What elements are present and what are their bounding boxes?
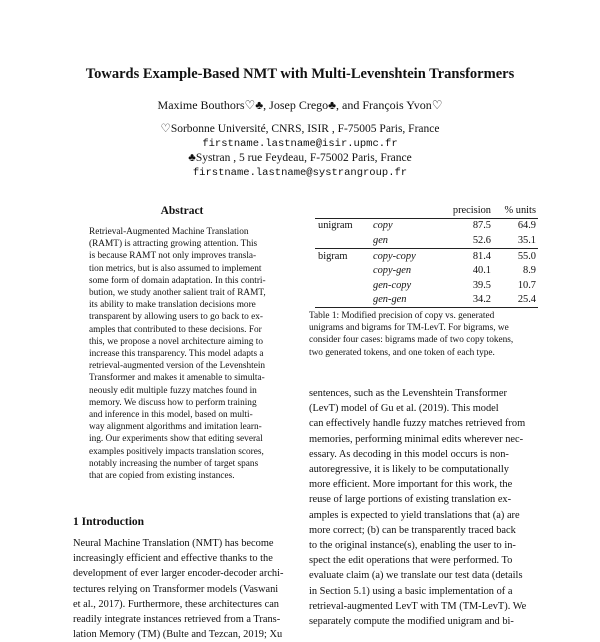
table-header-cell [315,203,373,218]
body-line: can effectively handle fuzzy matches retrieved from [309,418,526,430]
body-line: memories, performing minimal edits wherever nec- [309,433,524,445]
table-precision-cell: 40.1 [472,265,491,277]
body-line: (LevT) model of Gu et al. (2019). This model [309,403,499,415]
results-table [315,203,538,308]
abstract-line: this, we propose a novel architecture aiming to [89,336,264,347]
table-precision-cell: 52.6 [433,233,491,248]
body-line: in Section 5.1) using a basic implementation of a [309,585,513,597]
body-line: spect the edit operations that were performed. To [309,555,513,567]
table-units-cell: 8.9 [523,265,536,277]
affiliation-2-email: firstname.lastname@systrangroup.fr [192,167,408,179]
abstract-line: memory. We discuss how to perform training [89,397,257,408]
table-group-label: unigram [318,220,353,232]
table-units-cell: 10.7 [517,279,536,291]
abstract-line: neously edit multiple fuzzy matches found in [89,385,257,396]
intro-line: lation Memory (TM) (Bulte and Tezcan, 2019; Xu [73,629,283,641]
table-row [315,293,538,308]
body-line: amples is expected to yield translations that (a) are [309,509,520,521]
body-line: autoregressive, it is likely to be computationally [309,464,509,476]
table-type-cell: gen-copy [373,279,412,291]
abstract-line: way alignment algorithms and imitation learn- [89,422,262,433]
abstract-line: tion metrics, but is also assumed to implement [89,263,262,274]
table-group-label [315,293,373,308]
affiliation-1-address: ♡Sorbonne Université, CNRS, ISIR , F-75005 Paris, France [160,123,440,135]
table-header-units: % units [491,203,538,218]
table-group-label [315,278,373,293]
body-line: sentences, such as the Levenshtein Transformer [309,388,507,399]
table-row [315,218,538,233]
table-type-cell: copy-copy [373,250,416,262]
abstract-line: (RAMT) is attracting growing attention. This [89,239,258,250]
intro-line: development of ever larger encoder-decoder archi- [73,568,284,580]
intro-line: Neural Machine Translation (NMT) has become [73,538,274,549]
table-units-cell: 25.4 [491,293,538,308]
body-line: more efficient. More important for this work, the [309,479,513,491]
body-line: more correct; (b) can be transparently traced back [309,524,516,536]
paper-title: Towards Example-Based NMT with Multi-Levenshtein Transformers [85,66,515,82]
abstract-line: transparent by allowing users to go back to ex- [89,312,264,323]
body-line: reuse of large portions of existing translation ex- [309,494,512,506]
abstract-line: bution, we study another salient trait of RAMT, [89,288,266,299]
abstract-line: is because RAMT not only improves transla- [89,251,257,262]
section-heading-introduction: 1 Introduction [73,516,145,528]
table-type-cell: copy-gen [373,265,412,277]
abstract-line: increase this transparency. This model adapts a [89,349,264,360]
table-type-cell: gen-gen [373,293,433,308]
body-line: separately compute the modified unigram and bi- [309,616,514,628]
table-group-label [315,263,373,278]
table-caption [309,310,537,359]
abstract-heading: Abstract [160,205,204,217]
table-group-label: bigram [318,250,348,262]
affiliation-2-address: ♣Systran , 5 rue Feydeau, F-75002 Paris, France [188,152,412,164]
abstract-line: notably increasing the number of target spans [89,458,259,469]
table-precision-cell: 81.4 [472,250,491,262]
caption-line: unigrams and bigrams for TM-LevT. For bigrams, we [309,323,509,334]
table-header-precision: precision [433,203,491,218]
abstract-line: its ability to make translation decisions more [89,300,256,311]
table-precision-cell: 34.2 [433,293,491,308]
table-precision-cell: 87.5 [472,220,491,232]
abstract-line: retrieval-augmented version of the Levenshtein [89,361,266,372]
table-type-cell: copy [373,220,393,232]
table-type-cell: gen [373,233,433,248]
abstract-line: examples positively impacts translation scores, [89,446,264,457]
table-row [315,248,538,263]
table-row [315,263,538,278]
affiliation-1-email: firstname.lastname@isir.upmc.fr [202,138,398,150]
abstract-line: amples that contributed to these decisions. For [89,324,262,335]
introduction-body [73,536,301,642]
body-line: retrieval-augmented LevT with TM (TM-LevT). We [309,600,527,612]
intro-line: tectures relying on Transformer models (Vaswani [73,583,279,595]
table-precision-cell: 39.5 [472,279,491,291]
table-row [315,278,538,293]
caption-line: Table 1: Modified precision of copy vs. generated [309,311,495,321]
affiliation-1 [0,122,600,152]
table-units-cell: 35.1 [491,233,538,248]
body-line: to the original instance(s), enabling the user to in- [309,540,516,552]
abstract-line: Retrieval-Augmented Machine Translation [89,227,249,237]
table-group-label [315,233,373,248]
table-header-row [315,203,538,218]
abstract-line: and inference in this model, based on multi- [89,410,253,421]
caption-line: consider four cases: bigrams made of two copy tokens, [309,335,514,346]
abstract-line: some form of domain adaptation. In this contri- [89,275,266,286]
caption-line: two generated tokens, and one token of each type. [309,347,495,358]
body-line: evaluate claim (a) we translate our test data (details [309,570,523,582]
author-list: Maxime Bouthors♡♣, Josep Crego♣, and François Yvon♡ [157,98,443,112]
table-header-cell [373,203,433,218]
abstract-line: that are copied from existing instances. [89,471,235,482]
table-row [315,233,538,248]
table-units-cell: 55.0 [517,250,536,262]
abstract-line: ing. Our experiments show that editing several [89,434,263,445]
affiliation-2 [0,151,600,181]
intro-line: increasingly efficient and effective thanks to the [73,553,273,565]
intro-line: readily integrate instances retrieved from a Trans- [73,614,281,626]
right-column-body [309,386,537,629]
intro-line: et al., 2017). Furthermore, these architectures can [73,598,279,610]
abstract-body [89,226,275,482]
body-line: essary. As decoding in this model occurs is non- [309,448,509,460]
table-units-cell: 64.9 [517,220,536,232]
abstract-line: Transformer and makes it amenable to simulta- [89,373,265,384]
